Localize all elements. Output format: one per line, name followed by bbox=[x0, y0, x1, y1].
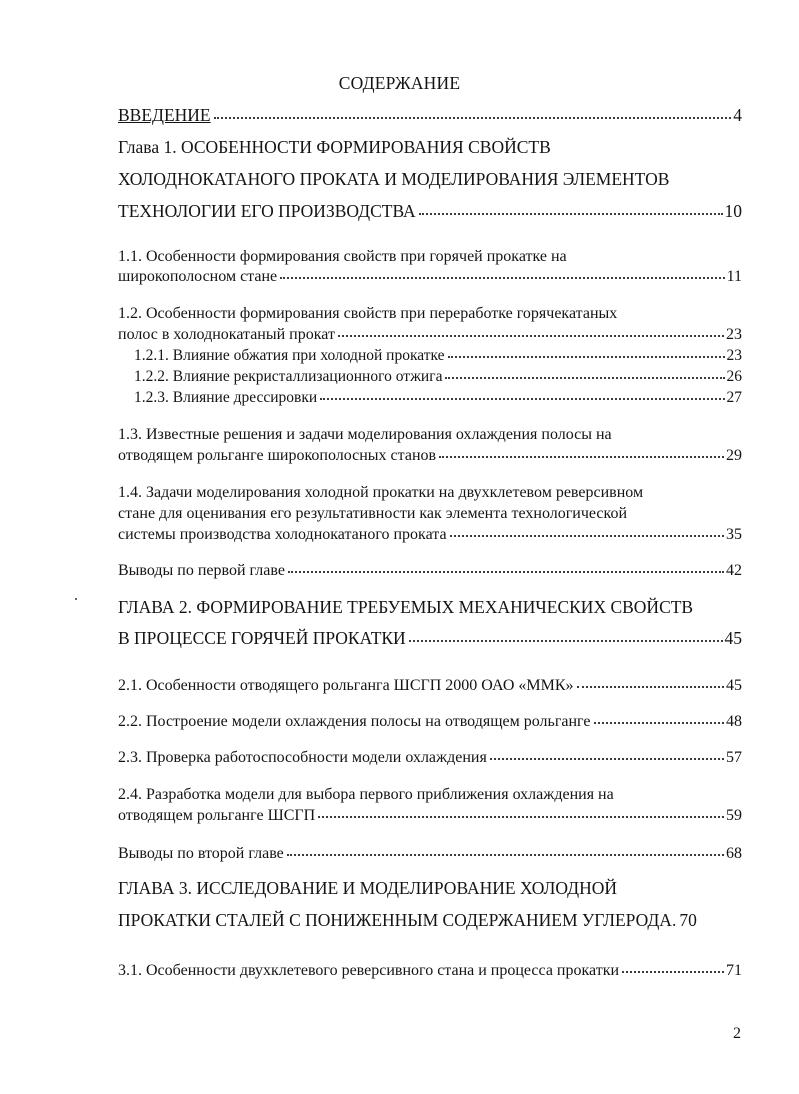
dot-leader bbox=[445, 367, 724, 381]
toc-entry-page: 59 bbox=[726, 807, 742, 824]
toc-s1-1-line1: 1.1. Особенности формирования свойств при горячей прокатке на bbox=[118, 248, 567, 265]
toc-title: СОДЕРЖАНИЕ bbox=[338, 73, 461, 93]
toc-entry-s3-1[interactable] bbox=[118, 960, 742, 982]
toc-entry-label: ПРОКАТКИ СТАЛЕЙ С ПОНИЖЕННЫМ СОДЕРЖАНИЕМ УГЛЕРОДА. bbox=[118, 910, 677, 930]
dot-leader bbox=[577, 676, 725, 690]
toc-s1-4-line1: 1.4. Задачи моделирования холодной прокатки на двухклетевом реверсивном bbox=[118, 484, 644, 501]
toc-entry-page: 42 bbox=[726, 562, 742, 579]
toc-entry-chapter1[interactable] bbox=[118, 200, 742, 222]
toc-s1-3-line1: 1.3. Известные решения и задачи моделирования охлаждения полосы на bbox=[118, 426, 612, 443]
toc-entry-page: 23 bbox=[726, 326, 742, 343]
dot-leader bbox=[450, 525, 724, 539]
toc-entry-label: 1.2.3. Влияние дрессировки bbox=[134, 389, 318, 406]
toc-entry-s1-1[interactable] bbox=[118, 266, 742, 288]
dot-leader bbox=[448, 346, 725, 360]
toc-entry-s1-4[interactable] bbox=[118, 524, 742, 546]
dot-leader bbox=[622, 961, 724, 975]
toc-entry-conclusions-2[interactable] bbox=[118, 843, 742, 865]
toc-entry-label: отводящем рольганге широкополосных станов bbox=[118, 447, 437, 464]
toc-entry-s1-2-1[interactable] bbox=[134, 345, 742, 367]
toc-entry-label: полос в холоднокатаный прокат bbox=[118, 326, 335, 343]
toc-entry-s2-1[interactable] bbox=[118, 675, 742, 697]
dot-leader bbox=[214, 105, 732, 121]
toc-entry-page: 45 bbox=[726, 677, 742, 694]
toc-entry-label: 2.2. Построение модели охлаждения полосы на отводящем рольганге bbox=[118, 713, 591, 730]
page-number: 2 bbox=[733, 1025, 741, 1042]
toc-entry-page: 71 bbox=[726, 962, 742, 979]
toc-chapter2-line1: ГЛАВА 2. ФОРМИРОВАНИЕ ТРЕБУЕМЫХ МЕХАНИЧЕСКИХ СВОЙСТВ bbox=[118, 597, 694, 617]
toc-entry-label: отводящем рольганге ШСГП bbox=[118, 807, 316, 824]
toc-entry-label: 2.3. Проверка работоспособности модели охлаждения bbox=[118, 749, 487, 766]
toc-entry-chapter2[interactable] bbox=[118, 627, 742, 649]
toc-s1-2-line1: 1.2. Особенности формирования свойств при переработке горячекатаных bbox=[118, 305, 618, 322]
toc-s1-4-line2: стане для оценивания его результативности как элемента технологической bbox=[118, 505, 628, 522]
toc-entry-page: 57 bbox=[726, 749, 742, 766]
toc-entry-page: 29 bbox=[726, 447, 742, 464]
toc-entry-page: 48 bbox=[726, 713, 742, 730]
toc-entry-page: 26 bbox=[726, 368, 742, 385]
toc-chapter3-line1: ГЛАВА 3. ИССЛЕДОВАНИЕ И МОДЕЛИРОВАНИЕ ХОЛОДНОЙ bbox=[118, 878, 617, 898]
toc-entry-label: ТЕХНОЛОГИИ ЕГО ПРОИЗВОДСТВА bbox=[118, 201, 416, 221]
dot-leader bbox=[287, 844, 724, 858]
toc-entry-label: Выводы по первой главе bbox=[118, 562, 285, 579]
toc-entry-s2-3[interactable] bbox=[118, 747, 742, 769]
toc-entry-s1-3[interactable] bbox=[118, 445, 742, 467]
toc-entry-label: широкополосном стане bbox=[118, 268, 278, 285]
toc-entry-page: 35 bbox=[726, 526, 742, 543]
toc-entry-label: 3.1. Особенности двухклетевого реверсивного стана и процесса прокатки bbox=[118, 962, 620, 979]
toc-entry-page: 23 bbox=[726, 347, 742, 364]
toc-entry-label: 1.2.2. Влияние рекристаллизационного отжига bbox=[134, 368, 443, 385]
toc-entry-label: ВВЕДЕНИЕ bbox=[118, 105, 211, 125]
toc-entry-s2-4[interactable] bbox=[118, 805, 742, 827]
toc-chapter1-line2: ХОЛОДНОКАТАНОГО ПРОКАТА И МОДЕЛИРОВАНИЯ ЭЛЕМЕНТОВ bbox=[118, 169, 670, 189]
toc-entry-label: системы производства холоднокатаного проката bbox=[118, 526, 447, 543]
toc-entry-page: 10 bbox=[724, 201, 742, 221]
dot-leader bbox=[419, 201, 723, 217]
toc-entry-page: 68 bbox=[726, 845, 742, 862]
toc-entry-label: 1.2.1. Влияние обжатия при холодной прокатке bbox=[134, 347, 445, 364]
dot-leader bbox=[320, 388, 724, 402]
toc-entry-s1-2-2[interactable] bbox=[134, 366, 742, 388]
dot-leader bbox=[490, 748, 724, 762]
toc-entry-intro[interactable] bbox=[118, 104, 742, 126]
toc-entry-page: 70 bbox=[679, 910, 697, 930]
toc-chapter1-line1: Глава 1. ОСОБЕННОСТИ ФОРМИРОВАНИЯ СВОЙСТВ bbox=[118, 137, 551, 157]
dot-leader bbox=[280, 267, 724, 281]
scan-speck bbox=[75, 598, 77, 600]
dot-leader bbox=[409, 628, 723, 644]
toc-entry-page: 4 bbox=[733, 105, 742, 125]
toc-entry-chapter3[interactable] bbox=[118, 909, 742, 931]
dot-leader bbox=[288, 561, 724, 575]
toc-entry-page: 11 bbox=[726, 268, 742, 285]
toc-entry-page: 27 bbox=[726, 389, 742, 406]
dot-leader bbox=[338, 325, 724, 339]
toc-s2-4-line1: 2.4. Разработка модели для выбора первого приближения охлаждения на bbox=[118, 786, 614, 803]
dot-leader bbox=[439, 446, 724, 460]
toc-entry-label: 2.1. Особенности отводящего рольганга ШСГП 2000 ОАО «ММК» bbox=[118, 677, 574, 694]
toc-entry-page: 45 bbox=[724, 628, 742, 648]
toc-entry-s1-2[interactable] bbox=[118, 324, 742, 346]
dot-leader bbox=[594, 712, 725, 726]
toc-entry-s1-2-3[interactable] bbox=[134, 387, 742, 409]
toc-entry-conclusions-1[interactable] bbox=[118, 560, 742, 582]
dot-leader bbox=[318, 806, 724, 820]
toc-entry-label: В ПРОЦЕССЕ ГОРЯЧЕЙ ПРОКАТКИ bbox=[118, 628, 406, 648]
toc-entry-s2-2[interactable] bbox=[118, 711, 742, 733]
toc-entry-label: Выводы по второй главе bbox=[118, 845, 284, 862]
